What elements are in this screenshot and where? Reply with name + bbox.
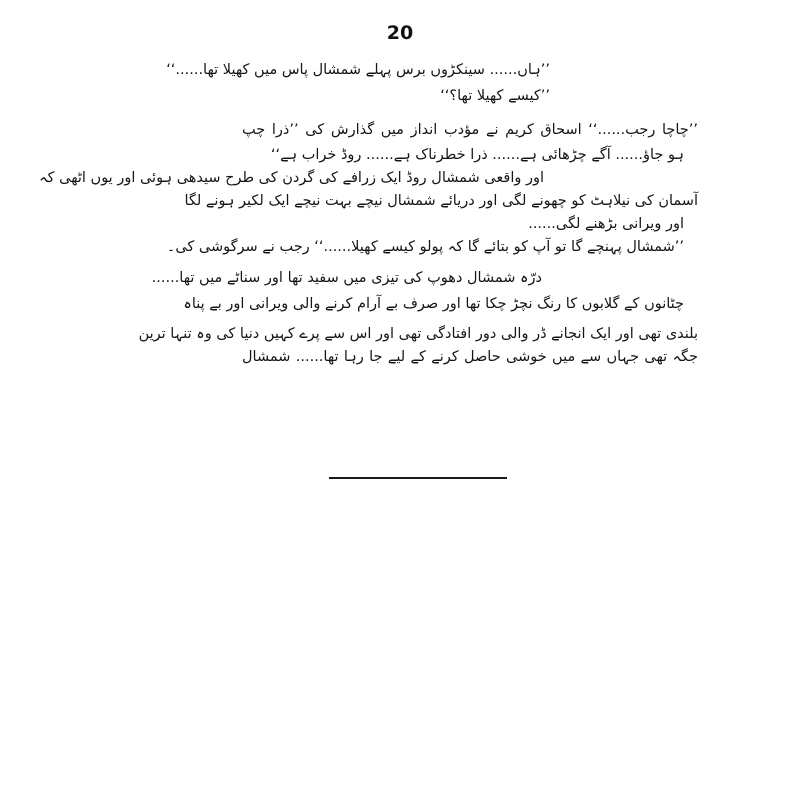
- text-line: ’’ہاں...... سینکڑوں برس پہلے شمشال پاس میں کھیلا تھا......‘‘: [166, 62, 550, 78]
- text-line: اور ویرانی بڑھنے لگی......: [528, 216, 684, 232]
- text-line: جگہ تھی جہاں سے میں خوشی حاصل کرنے کے لیے جا رہا تھا...... شمشال: [242, 349, 698, 365]
- section-divider: [329, 477, 507, 479]
- text-line: درّہ شمشال دھوپ کی تیزی میں سفید تھا اور سناٹے میں تھا......: [151, 270, 542, 286]
- text-line: ’’شمشال پہنچے گا تو آپ کو بتائے گا کہ پولو کیسے کھیلا......‘‘ رجب نے سرگوشی کی۔: [166, 239, 684, 255]
- text-line: آسمان کی نیلاہٹ کو چھونے لگی اور دریائے شمشال نیچے بہت نیچے ایک لکیر ہونے لگا: [184, 193, 698, 209]
- text-line: اور واقعی شمشال روڈ ایک زرافے کی گردن کی طرح سیدھی ہوئی اور یوں اٹھی کہ: [39, 170, 544, 186]
- text-line: ہو جاؤ...... آگے چڑھائی ہے...... ذرا خطرناک ہے...... روڈ خراب ہے‘‘: [270, 147, 684, 163]
- page-number: 20: [386, 22, 414, 44]
- text-line: بلندی تھی اور ایک انجانے ڈر والی دور افتادگی تھی اور اس سے پرے کہیں دنیا کی وہ تنہا ترین: [138, 326, 698, 342]
- text-line: ’’کیسے کھیلا تھا؟‘‘: [440, 88, 550, 104]
- text-line: ’’چاچا رجب......‘‘ اسحاق کریم نے مؤدب انداز میں گذارش کی ’’ذرا چپ: [242, 122, 698, 138]
- text-line: چٹانوں کے گلابوں کا رنگ نچڑ چکا تھا اور صرف بے آرام کرنے والی ویرانی اور بے پناہ: [183, 296, 684, 312]
